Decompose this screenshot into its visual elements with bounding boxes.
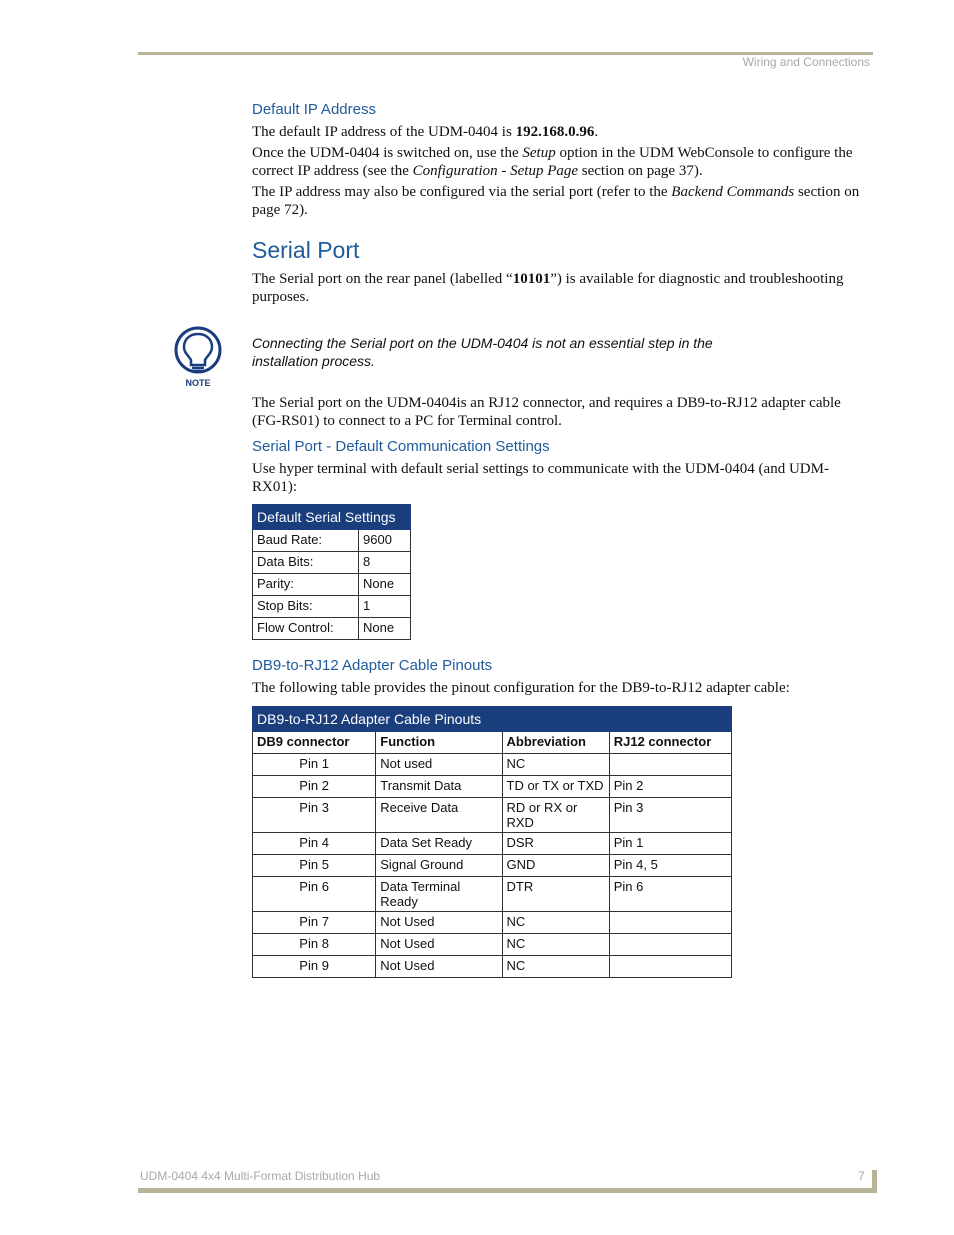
setting-label: Baud Rate: — [253, 530, 359, 552]
footer-doc-title: UDM-0404 4x4 Multi-Format Distribution Hub — [140, 1169, 381, 1183]
running-head: Wiring and Connections — [742, 55, 870, 69]
db9-pin-cell: Pin 4 — [253, 833, 376, 855]
note-callout — [185, 334, 872, 394]
page-number: 7 — [858, 1169, 865, 1183]
settings-intro: Use hyper terminal with default serial settings to communicate with the UDM-0404 (and UDM-RX01): — [252, 461, 829, 495]
serial-paragraph-2: The Serial port on the UDM-0404is an RJ12 connector, and requires a DB9-to-RJ12 adapter cable (FG-RS01) to connect to a PC for Terminal control. — [252, 395, 841, 429]
abbreviation-cell: NC — [502, 956, 609, 978]
table-row — [253, 754, 732, 776]
function-cell: Data Terminal Ready — [376, 877, 502, 912]
table-row — [253, 912, 732, 934]
pinout-table — [252, 706, 732, 978]
page-content — [185, 100, 872, 978]
abbreviation-cell: NC — [502, 754, 609, 776]
rj12-pin-cell — [609, 754, 731, 776]
table-row — [253, 855, 732, 877]
table-row — [253, 574, 411, 596]
abbreviation-cell: RD or RX or RXD — [502, 798, 609, 833]
table-row — [253, 776, 732, 798]
setting-value: None — [359, 618, 411, 640]
db9-pin-cell: Pin 9 — [253, 956, 376, 978]
db9-pin-cell: Pin 3 — [253, 798, 376, 833]
function-cell: Not Used — [376, 934, 502, 956]
table-row — [253, 596, 411, 618]
pinout-intro: The following table provides the pinout configuration for the DB9-to-RJ12 adapter cable: — [252, 680, 790, 696]
pinout-heading: DB9-to-RJ12 Adapter Cable Pinouts — [252, 657, 493, 674]
note-text: Connecting the Serial port on the UDM-0404 is not an essential step in the installation process. — [252, 335, 713, 369]
setting-value: 8 — [359, 552, 411, 574]
serial-settings-table — [252, 504, 411, 640]
db9-pin-cell: Pin 8 — [253, 934, 376, 956]
function-cell: Transmit Data — [376, 776, 502, 798]
abbreviation-cell: DTR — [502, 877, 609, 912]
function-cell: Not Used — [376, 956, 502, 978]
table-row — [253, 798, 732, 833]
setting-value: 9600 — [359, 530, 411, 552]
db9-pin-cell: Pin 6 — [253, 877, 376, 912]
serial-paragraph-1: The Serial port on the rear panel (labelled “10101”) is available for diagnostic and troubleshooting purposes. — [252, 271, 844, 305]
abbreviation-cell: DSR — [502, 833, 609, 855]
rj12-pin-cell: Pin 3 — [609, 798, 731, 833]
abbreviation-cell: NC — [502, 912, 609, 934]
pinout-header-row — [253, 732, 732, 754]
pinout-body — [253, 754, 732, 978]
setting-label: Parity: — [253, 574, 359, 596]
ip-paragraph-2: Once the UDM-0404 is switched on, use the Setup option in the UDM WebConsole to configure the correct IP address (see the Configuration - Setup Page section on page 37). — [252, 145, 853, 179]
function-cell: Not used — [376, 754, 502, 776]
footer-rule — [138, 1188, 876, 1193]
setting-label: Stop Bits: — [253, 596, 359, 618]
default-ip-heading: Default IP Address — [252, 101, 376, 118]
db9-pin-cell: Pin 1 — [253, 754, 376, 776]
col-header-db9: DB9 connector — [253, 732, 376, 754]
table-row — [253, 530, 411, 552]
setting-value: 1 — [359, 596, 411, 618]
function-cell: Data Set Ready — [376, 833, 502, 855]
abbreviation-cell: NC — [502, 934, 609, 956]
pinout-caption: DB9-to-RJ12 Adapter Cable Pinouts — [253, 707, 732, 732]
col-header-rj12: RJ12 connector — [609, 732, 731, 754]
ip-paragraph-1: The default IP address of the UDM-0404 is 192.168.0.96. — [252, 124, 599, 140]
setting-label: Data Bits: — [253, 552, 359, 574]
col-header-function: Function — [376, 732, 502, 754]
abbreviation-cell: TD or TX or TXD — [502, 776, 609, 798]
function-cell: Signal Ground — [376, 855, 502, 877]
table-row — [253, 552, 411, 574]
setting-value: None — [359, 574, 411, 596]
rj12-pin-cell: Pin 4, 5 — [609, 855, 731, 877]
function-cell: Not Used — [376, 912, 502, 934]
table-row — [253, 934, 732, 956]
table-row — [253, 877, 732, 912]
abbreviation-cell: GND — [502, 855, 609, 877]
settings-heading: Serial Port - Default Communication Settings — [252, 438, 550, 455]
ip-paragraph-3: The IP address may also be configured via the serial port (refer to the Backend Commands section on page 72). — [252, 184, 860, 218]
setting-label: Flow Control: — [253, 618, 359, 640]
serial-port-heading: Serial Port — [252, 237, 360, 263]
db9-pin-cell: Pin 7 — [253, 912, 376, 934]
rj12-pin-cell — [609, 934, 731, 956]
rj12-pin-cell — [609, 956, 731, 978]
table-row — [253, 618, 411, 640]
table-row — [253, 956, 732, 978]
rj12-pin-cell: Pin 6 — [609, 877, 731, 912]
function-cell: Receive Data — [376, 798, 502, 833]
rj12-pin-cell — [609, 912, 731, 934]
col-header-abbreviation: Abbreviation — [502, 732, 609, 754]
rj12-pin-cell: Pin 2 — [609, 776, 731, 798]
serial-settings-caption: Default Serial Settings — [253, 505, 411, 530]
serial-settings-body — [253, 530, 411, 640]
rj12-pin-cell: Pin 1 — [609, 833, 731, 855]
table-row — [253, 833, 732, 855]
lightbulb-note-icon — [174, 326, 226, 390]
note-label: NOTE — [185, 378, 211, 388]
db9-pin-cell: Pin 5 — [253, 855, 376, 877]
db9-pin-cell: Pin 2 — [253, 776, 376, 798]
